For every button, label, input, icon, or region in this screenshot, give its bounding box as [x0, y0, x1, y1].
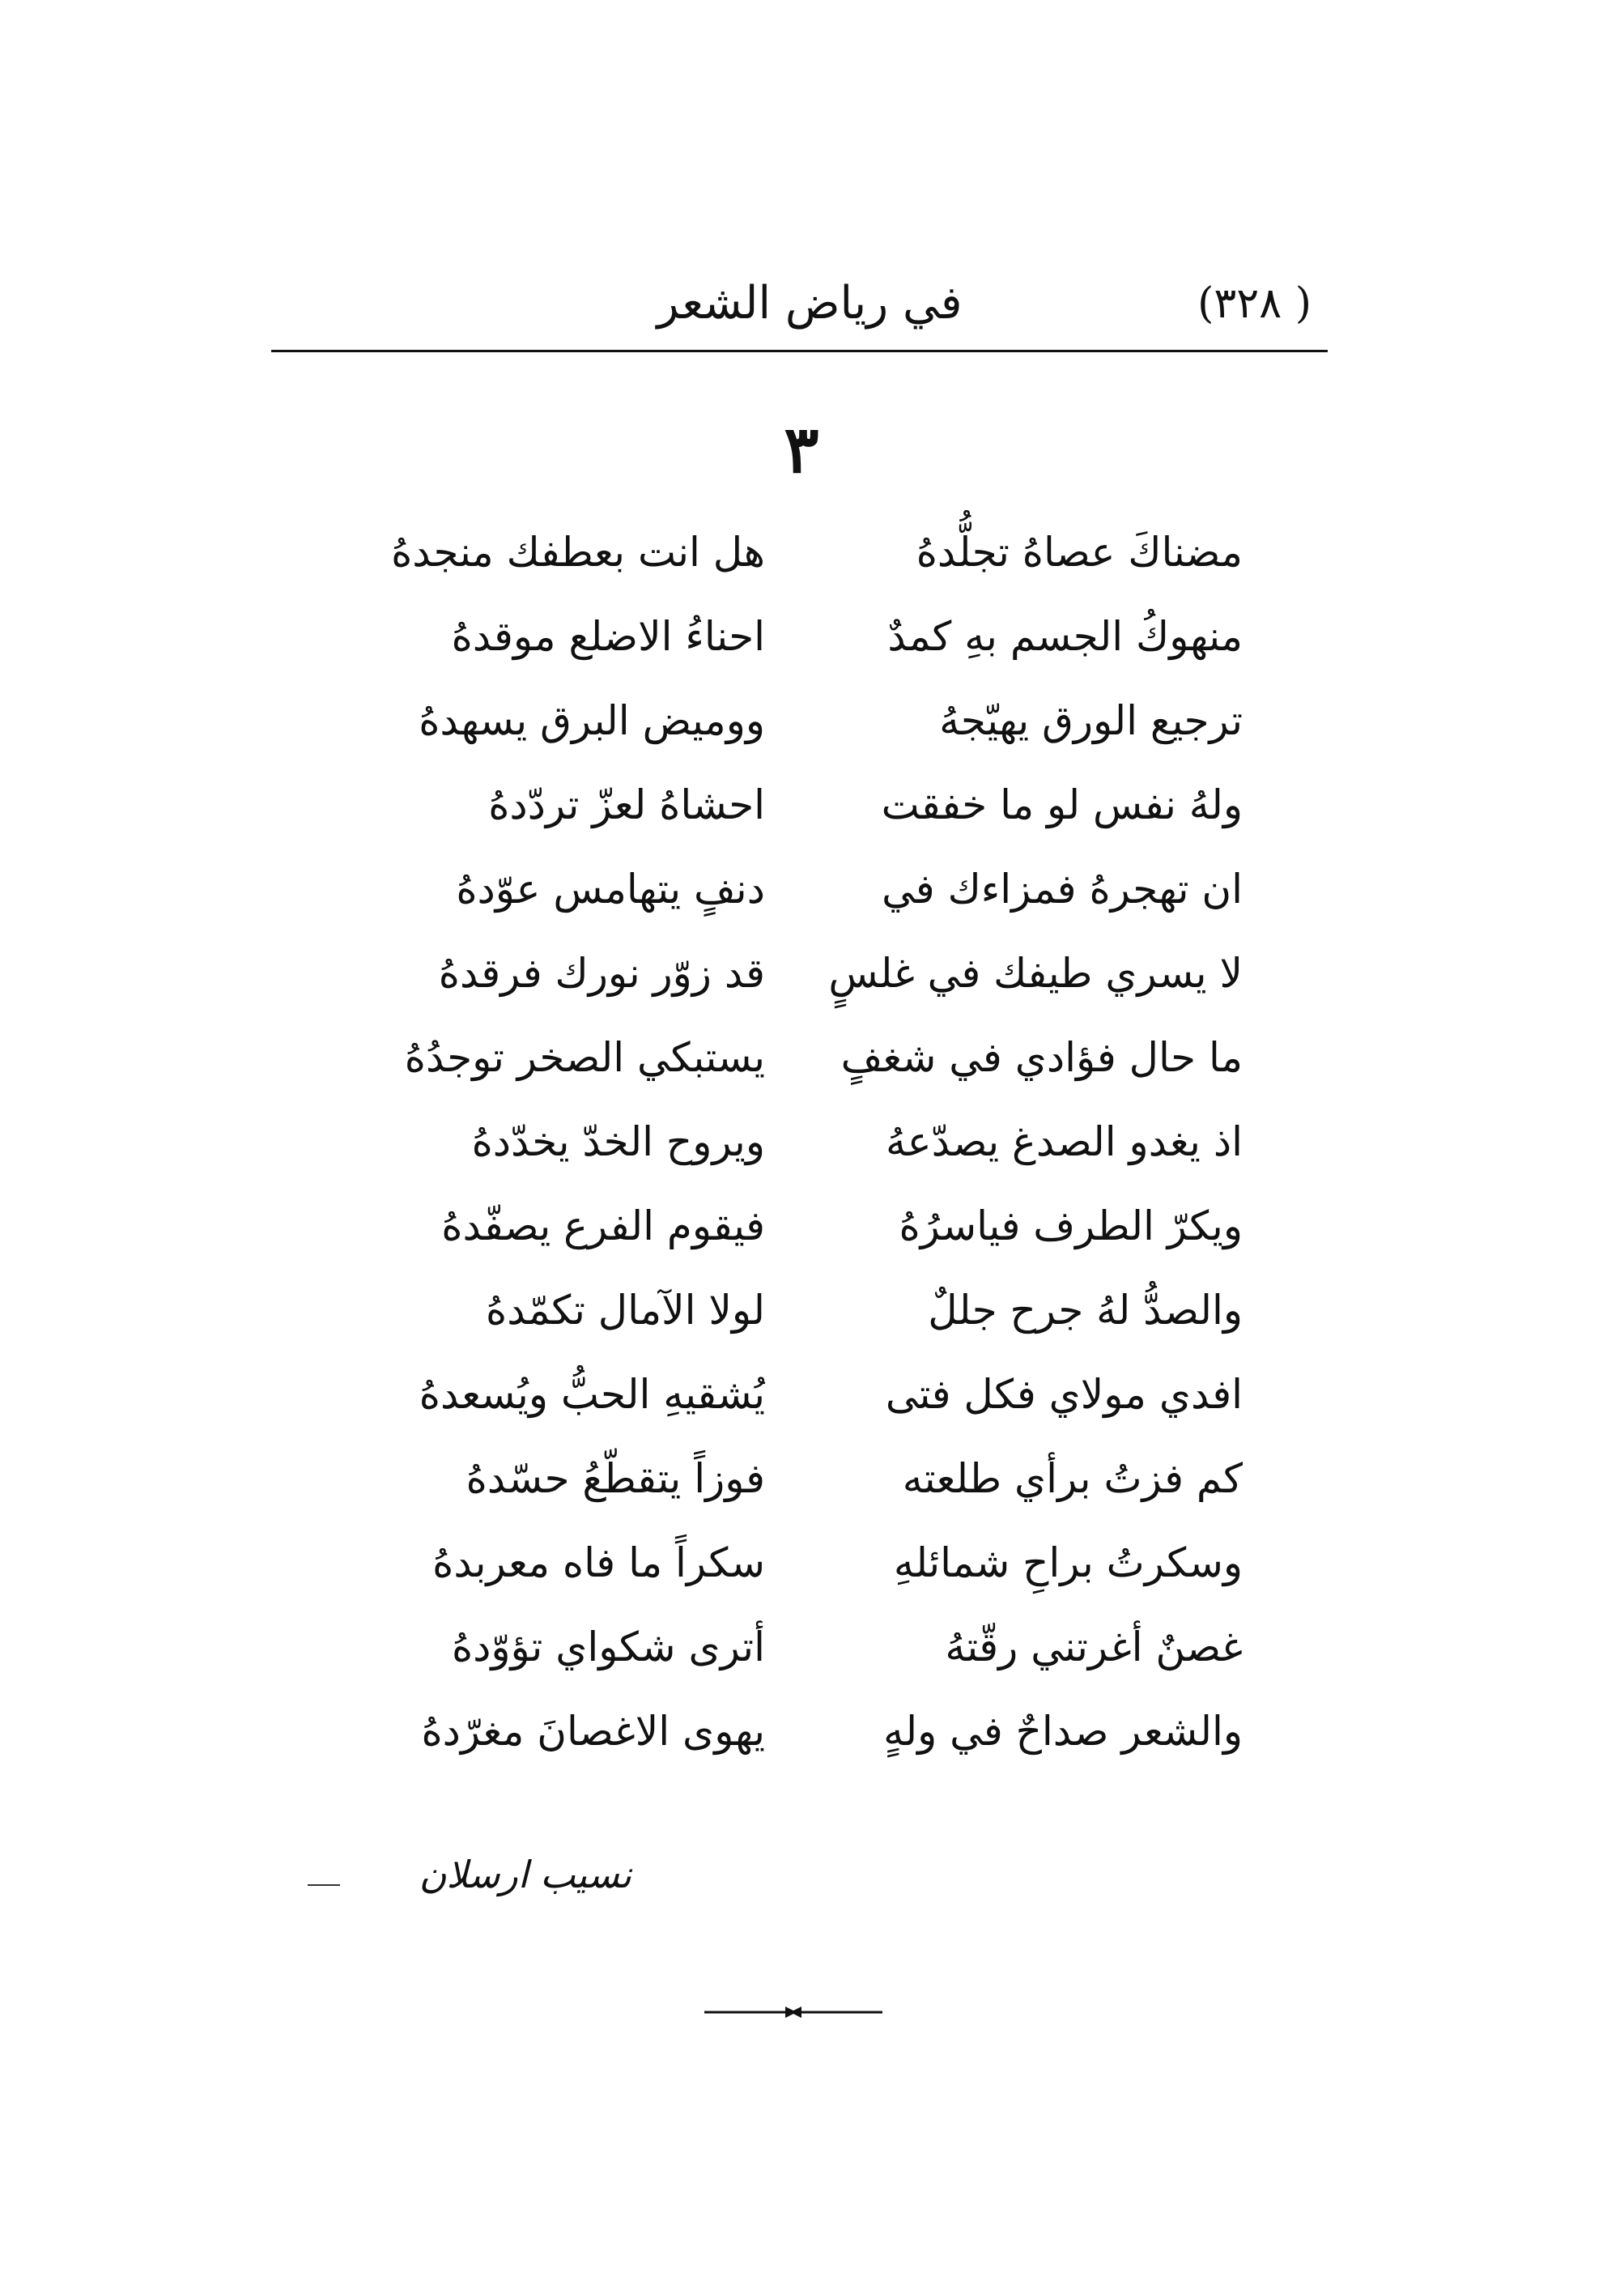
verse-second-hemistich: يهوى الاغصانَ مغرّدهُ — [421, 1708, 765, 1755]
verse-row — [0, 1352, 1624, 1436]
poem-section-number: ٣ — [784, 411, 819, 487]
verse-second-hemistich: دنفٍ يتهامس عوّدهُ — [456, 866, 765, 913]
verse-row — [0, 847, 1624, 931]
running-header-title: في رياض الشعر — [657, 277, 963, 330]
verse-row — [0, 1100, 1624, 1184]
verse-row — [0, 679, 1624, 763]
verse-first-hemistich: ان تهجرهُ فمزاءك في — [882, 866, 1243, 913]
verse-first-hemistich: كم فزتُ برأي طلعته — [902, 1455, 1243, 1502]
verse-second-hemistich: احشاهُ لعزّ تردّدهُ — [488, 781, 765, 828]
margin-line — [308, 1884, 340, 1886]
verse-row — [0, 763, 1624, 847]
verse-first-hemistich: ولهُ نفس لو ما خفقت — [881, 781, 1243, 828]
verse-row — [0, 1605, 1624, 1689]
verse-first-hemistich: منهوكُ الجسم بهِ كمدٌ — [887, 613, 1243, 660]
verse-second-hemistich: قد زوّر نورك فرقدهُ — [438, 950, 765, 997]
verse-row — [0, 510, 1624, 594]
verse-first-hemistich: افدي مولاي فكل فتى — [885, 1371, 1243, 1418]
verse-row — [0, 1015, 1624, 1100]
header-rule — [271, 350, 1328, 352]
verse-first-hemistich: والشعر صداحٌ في ولهٍ — [883, 1708, 1243, 1755]
verse-second-hemistich: سكراً ما فاه معربدهُ — [432, 1539, 765, 1586]
verse-first-hemistich: غصنٌ أغرتني رقّتهُ — [945, 1624, 1243, 1670]
verse-second-hemistich: فيقوم الفرع يصفّدهُ — [441, 1202, 765, 1249]
verse-first-hemistich: اذ يغدو الصدغ يصدّعهُ — [886, 1118, 1243, 1165]
verse-row — [0, 931, 1624, 1015]
verse-row — [0, 594, 1624, 679]
verse-second-hemistich: فوزاً يتقطّعُ حسّدهُ — [466, 1455, 765, 1502]
verse-second-hemistich: هل انت بعطفك منجدهُ — [391, 529, 765, 576]
verse-second-hemistich: ويروح الخدّ يخدّدهُ — [471, 1118, 765, 1165]
verse-first-hemistich: وسكرتُ براحِ شمائلهِ — [893, 1539, 1243, 1586]
verse-row — [0, 1521, 1624, 1605]
verse-second-hemistich: لولا الآمال تكمّدهُ — [486, 1287, 765, 1334]
verse-second-hemistich: يستبكي الصخر توجدُهُ — [404, 1034, 765, 1081]
verse-row — [0, 1436, 1624, 1521]
verse-second-hemistich: يُشقيهِ الحبُّ ويُسعدهُ — [419, 1371, 765, 1418]
verse-row — [0, 1184, 1624, 1268]
verse-first-hemistich: والصدُّ لهُ جرح جللٌ — [928, 1287, 1243, 1334]
poet-signature: نسيب ارسلان — [419, 1853, 631, 1896]
verse-first-hemistich: ترجيع الورق يهيّجهُ — [939, 697, 1243, 744]
verse-first-hemistich: مضناكَ عصاهُ تجلُّدهُ — [916, 529, 1243, 576]
verse-second-hemistich: أترى شكواي تؤوّدهُ — [451, 1624, 765, 1670]
end-ornament-icon — [696, 2000, 891, 2024]
verse-second-hemistich: احناءُ الاضلع موقدهُ — [451, 613, 765, 660]
verse-first-hemistich: ما حال فؤادي في شغفٍ — [840, 1034, 1243, 1081]
verse-first-hemistich: لا يسري طيفك في غلسٍ — [828, 950, 1243, 997]
verse-first-hemistich: ويكرّ الطرف فياسرُهُ — [899, 1202, 1243, 1249]
page-number: ( ٣٢٨) — [1197, 279, 1312, 328]
verse-row — [0, 1689, 1624, 1773]
verse-second-hemistich: ووميض البرق يسهدهُ — [419, 697, 765, 744]
verse-row — [0, 1268, 1624, 1352]
